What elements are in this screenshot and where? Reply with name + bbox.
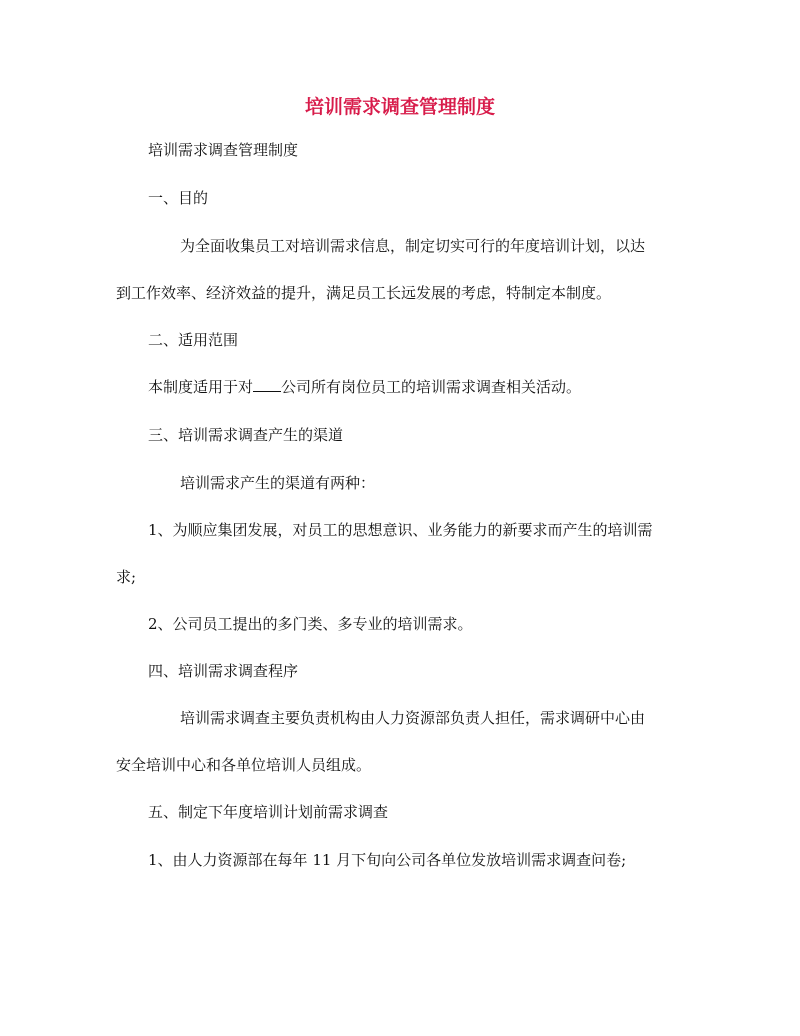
section3-item1-line1: 1、为顺应集团发展，对员工的思想意识、业务能力的新要求而产生的培训需 [148,521,653,539]
section2-heading: 二、适用范围 [148,331,239,349]
section3-item2: 2、公司员工提出的多门类、多专业的培训需求。 [148,615,473,633]
section3-item1-line2: 求; [116,568,137,586]
blank-underline [253,377,281,392]
section1-paragraph-line2: 到工作效率、经济效益的提升，满足员工长远发展的考虑，特制定本制度。 [116,284,612,302]
section2-text-after: 公司所有岗位员工的培训需求调查相关活动。 [281,378,582,396]
section3-intro: 培训需求产生的渠道有两种： [180,474,376,492]
document-subtitle: 培训需求调查管理制度 [148,141,299,159]
section3-heading: 三、培训需求调查产生的渠道 [148,426,344,444]
section1-paragraph-line1: 为全面收集员工对培训需求信息，制定切实可行的年度培训计划，以达 [180,237,646,255]
section1-heading: 一、目的 [148,189,209,207]
section5-heading: 五、制定下年度培训计划前需求调查 [148,803,389,821]
section4-heading: 四、培训需求调查程序 [148,662,299,680]
section4-paragraph-line1: 培训需求调查主要负责机构由人力资源部负责人担任，需求调研中心由 [180,709,646,727]
section2-paragraph [148,377,581,397]
document-title: 培训需求调查管理制度 [304,96,495,118]
section5-item1: 1、由人力资源部在每年 11 月下旬向公司各单位发放培训需求调查问卷; [148,851,627,869]
section2-text-before: 本制度适用于对 [148,378,254,396]
section4-paragraph-line2: 安全培训中心和各单位培训人员组成。 [116,756,372,774]
